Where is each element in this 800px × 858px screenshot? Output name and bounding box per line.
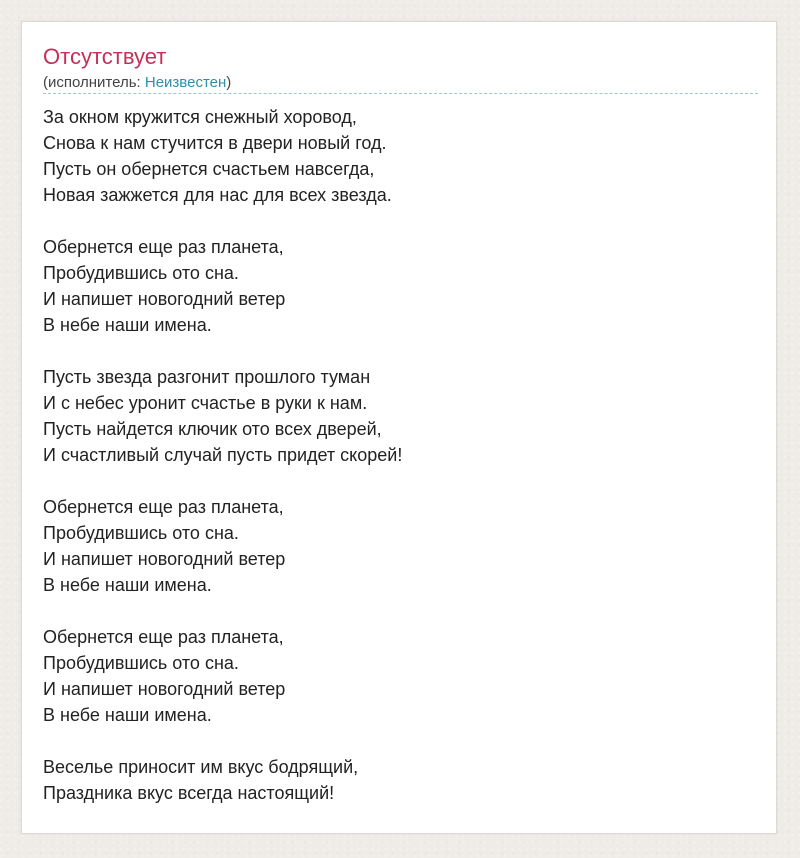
lyrics-line: Пробудившись ото сна. [43, 523, 239, 543]
lyrics-line: Пусть звезда разгонит прошлого туман [43, 367, 371, 387]
lyrics-line: И с небес уронит счастье в руки к нам. [43, 393, 368, 413]
lyrics-stanza [43, 364, 402, 468]
lyrics-stanza [43, 624, 402, 728]
lyrics-line: Обернется еще раз планета, [43, 627, 284, 647]
lyrics-line: Снова к нам стучится в двери новый год. [43, 133, 387, 153]
lyrics-line: Веселье приносит им вкус бодрящий, [43, 757, 359, 777]
lyrics-line: Обернется еще раз планета, [43, 497, 284, 517]
lyrics-line: Праздника вкус всегда настоящий! [43, 783, 335, 803]
artist-suffix: ) [226, 74, 232, 91]
lyrics-stanza [43, 104, 402, 208]
lyrics-line: И напишет новогодний ветер [43, 549, 286, 569]
lyrics-stanza [43, 494, 402, 598]
lyrics-line: За окном кружится снежный хоровод, [43, 107, 357, 127]
lyrics-line: Обернется еще раз планета, [43, 237, 284, 257]
lyrics-line: И счастливый случай пусть придет скорей! [43, 445, 403, 465]
lyrics-line: В небе наши имена. [43, 705, 212, 725]
lyrics-line: В небе наши имена. [43, 575, 212, 595]
lyrics-stanza [43, 234, 402, 338]
lyrics-line: Пробудившись ото сна. [43, 263, 239, 283]
artist-line [43, 73, 231, 93]
lyrics-line: Новая зажжется для нас для всех звезда. [43, 185, 392, 205]
lyrics-line: И напишет новогодний ветер [43, 289, 286, 309]
lyrics-line: Пусть найдется ключик ото всех дверей, [43, 419, 382, 439]
artist-prefix: (исполнитель: [43, 74, 145, 91]
artist-link[interactable]: Неизвестен [144, 74, 227, 91]
lyrics-line: Пусть он обернется счастьем навсегда, [43, 159, 375, 179]
title-divider [43, 93, 758, 94]
lyrics-text [43, 104, 402, 806]
lyrics-line: И напишет новогодний ветер [43, 679, 286, 699]
lyrics-line: В небе наши имена. [43, 315, 212, 335]
song-title: Отсутствует [43, 44, 167, 69]
lyrics-card [21, 21, 777, 834]
lyrics-stanza [43, 754, 402, 806]
lyrics-line: Пробудившись ото сна. [43, 653, 239, 673]
